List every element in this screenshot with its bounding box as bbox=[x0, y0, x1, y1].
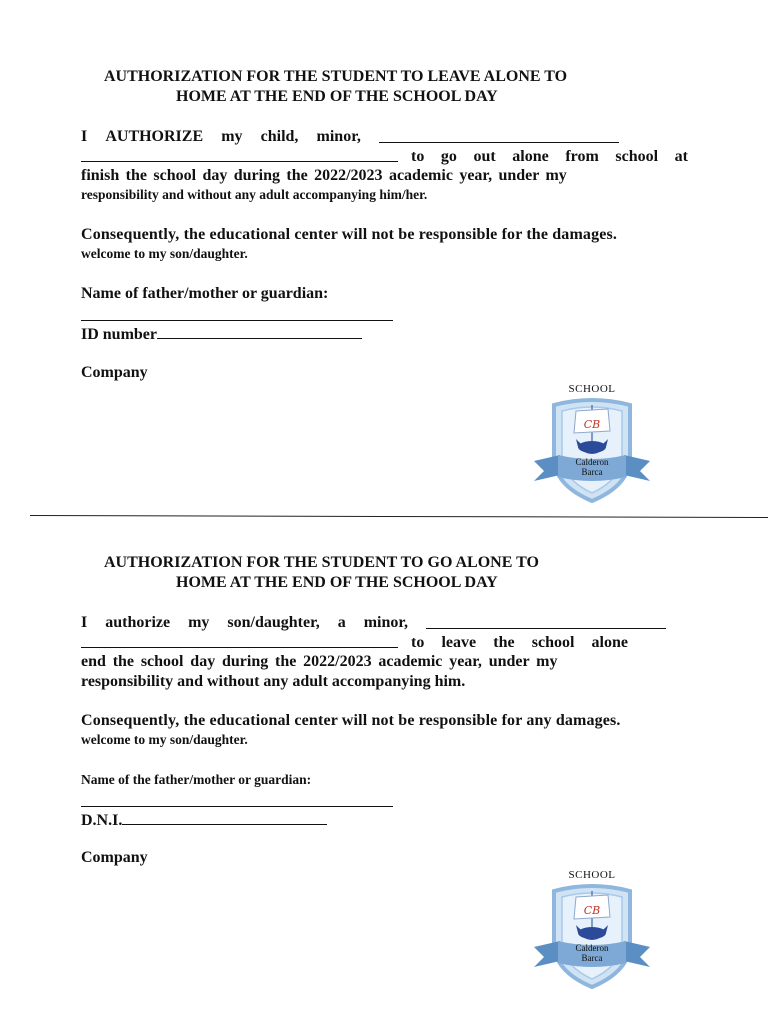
authorize-sentence-line-3: end the school day during the 2022/2023 academic year, under my bbox=[81, 653, 558, 670]
crest-school-label: SCHOOL bbox=[568, 383, 616, 395]
authorization-form-1 bbox=[0, 0, 768, 500]
word: leave bbox=[441, 634, 477, 651]
company-label: Company bbox=[81, 849, 148, 866]
crest-ribbon-line-2: Barca bbox=[581, 467, 603, 477]
guardian-name-label: Name of the father/mother or guardian: bbox=[81, 772, 312, 787]
word: AUTHORIZE bbox=[105, 128, 204, 145]
crest-ribbon-line-1: Calderon bbox=[575, 457, 609, 467]
child-name-field[interactable] bbox=[379, 127, 619, 143]
disclaimer-text-continued: welcome to my son/daughter. bbox=[81, 246, 248, 261]
guardian-name-field[interactable] bbox=[81, 320, 393, 321]
word: alone bbox=[591, 634, 628, 651]
word: I bbox=[81, 128, 88, 145]
form-title-line-1: AUTHORIZATION FOR THE STUDENT TO LEAVE ALONE TO bbox=[104, 68, 568, 85]
disclaimer-text: Consequently, the educational center will not be responsible for any damages. bbox=[81, 712, 621, 729]
guardian-name-field[interactable] bbox=[81, 806, 393, 807]
crest-ribbon-line-2: Barca bbox=[581, 953, 603, 963]
dni-label: D.N.I. bbox=[81, 812, 123, 829]
guardian-name-label: Name of father/mother or guardian: bbox=[81, 285, 329, 302]
crest-ribbon-line-1: Calderon bbox=[575, 943, 609, 953]
authorize-sentence-line-1 bbox=[81, 127, 619, 147]
child-name-field-continued[interactable] bbox=[81, 647, 398, 648]
authorize-sentence-line-2 bbox=[411, 147, 688, 167]
word: child, bbox=[260, 128, 299, 145]
word: from bbox=[565, 148, 599, 165]
authorization-form-2 bbox=[0, 486, 768, 986]
word: alone bbox=[512, 148, 549, 165]
form-title-line-2: HOME AT THE END OF THE SCHOOL DAY bbox=[176, 574, 498, 591]
word: I bbox=[81, 614, 88, 631]
authorize-sentence-line-1 bbox=[81, 613, 666, 633]
word: out bbox=[473, 148, 496, 165]
word: school bbox=[531, 634, 575, 651]
word: minor, bbox=[363, 614, 408, 631]
word: authorize bbox=[105, 614, 171, 631]
word: to bbox=[411, 634, 425, 651]
form-title-line-2: HOME AT THE END OF THE SCHOOL DAY bbox=[176, 88, 498, 105]
word: at bbox=[674, 148, 688, 165]
authorize-sentence-line-2 bbox=[411, 633, 628, 653]
disclaimer-text-continued: welcome to my son/daughter. bbox=[81, 732, 248, 747]
child-name-field-continued[interactable] bbox=[81, 161, 398, 162]
id-number-row bbox=[81, 323, 688, 345]
dni-field[interactable] bbox=[122, 809, 327, 825]
disclaimer-text: Consequently, the educational center will not be responsible for the damages. bbox=[81, 226, 618, 243]
word: my bbox=[188, 614, 210, 631]
word: to bbox=[411, 148, 425, 165]
word: go bbox=[440, 148, 457, 165]
id-number-field[interactable] bbox=[157, 323, 362, 339]
word: my bbox=[221, 128, 243, 145]
id-number-row bbox=[81, 809, 688, 831]
word: the bbox=[493, 634, 515, 651]
company-label: Company bbox=[81, 364, 148, 381]
school-crest-logo bbox=[530, 869, 654, 994]
authorize-sentence-line-4: responsibility and without any adult accompanying him/her. bbox=[81, 187, 428, 202]
crest-monogram: CB bbox=[583, 904, 601, 917]
word: minor, bbox=[316, 128, 361, 145]
authorize-sentence-line-4: responsibility and without any adult accompanying him. bbox=[81, 673, 466, 690]
word: school bbox=[615, 148, 659, 165]
id-number-label: ID number bbox=[81, 326, 158, 343]
word: a bbox=[337, 614, 346, 631]
crest-monogram: CB bbox=[583, 418, 601, 431]
child-name-field[interactable] bbox=[426, 613, 666, 629]
crest-shield-icon bbox=[530, 883, 654, 993]
form-title-line-1: AUTHORIZATION FOR THE STUDENT TO GO ALONE TO bbox=[104, 554, 539, 571]
crest-school-label: SCHOOL bbox=[568, 869, 616, 881]
word: son/daughter, bbox=[227, 614, 320, 631]
authorize-sentence-line-3: finish the school day during the 2022/2023 academic year, under my bbox=[81, 167, 567, 184]
